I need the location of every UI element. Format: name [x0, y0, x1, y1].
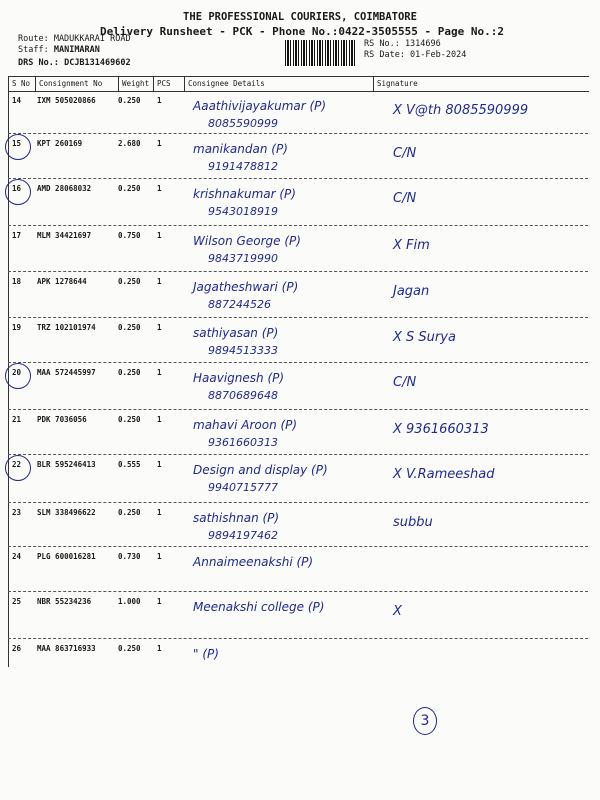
- table-row: [8, 457, 588, 500]
- consignee-phone: 887244526: [208, 298, 271, 311]
- pcs-cell: 1: [157, 96, 162, 105]
- consignee-phone: 9940715777: [208, 481, 278, 494]
- table-row: [8, 93, 588, 136]
- pcs-cell: 1: [157, 597, 162, 606]
- drs-label: DRS No.:: [18, 58, 59, 68]
- table-row: [8, 505, 588, 548]
- weight-cell: 1.000: [118, 597, 141, 606]
- table-row: [8, 549, 588, 592]
- consignment-cell: MLM 34421697: [37, 231, 92, 240]
- pcs-cell: 1: [157, 552, 162, 561]
- consignment-cell: BLR 595246413: [37, 460, 96, 469]
- table-row: [8, 274, 588, 317]
- weight-cell: 0.250: [118, 415, 141, 424]
- table-row: [8, 641, 588, 684]
- consignee-name: sathishnan (P): [193, 511, 280, 525]
- row-divider: [8, 362, 588, 363]
- weight-cell: 0.250: [118, 508, 141, 517]
- row-number-circle: [5, 134, 31, 160]
- signature: C/N: [393, 146, 417, 161]
- table-row: [8, 136, 588, 179]
- row-divider: [8, 178, 588, 179]
- consignment-cell: PLG 600016281: [37, 552, 96, 561]
- signature: C/N: [393, 375, 417, 390]
- rs-date: RS Date: 01-Feb-2024: [364, 50, 467, 60]
- consignee-phone: 9894513333: [208, 344, 278, 357]
- row-divider: [8, 133, 588, 134]
- consignment-cell: MAA 863716933: [37, 644, 96, 653]
- row-number-circle: [5, 455, 31, 481]
- table-row: [8, 181, 588, 224]
- row-divider: [8, 317, 588, 318]
- rs-number: RS No.: 1314696: [364, 39, 441, 49]
- weight-cell: 0.555: [118, 460, 141, 469]
- signature: Jagan: [393, 284, 430, 299]
- weight-cell: 0.750: [118, 231, 141, 240]
- pcs-cell: 1: [157, 460, 162, 469]
- consignee-name: Wilson George (P): [193, 234, 301, 248]
- row-divider: [8, 591, 588, 592]
- col-header-sno: S No: [12, 79, 31, 88]
- sno-cell: 25: [12, 597, 22, 606]
- row-divider: [8, 225, 588, 226]
- consignment-cell: IXM 505020866: [37, 96, 96, 105]
- weight-cell: 0.250: [118, 368, 141, 377]
- sno-cell: 21: [12, 415, 22, 424]
- route-label: Route: MADUKKARAI ROAD: [18, 34, 131, 44]
- consignee-phone: 9894197462: [208, 529, 278, 542]
- consignee-name: " (P): [193, 647, 219, 661]
- barcode: [285, 40, 357, 66]
- weight-cell: 0.250: [118, 184, 141, 193]
- signature: X S Surya: [393, 330, 456, 345]
- consignment-cell: SLM 338496622: [37, 508, 96, 517]
- sno-cell: 16: [12, 184, 22, 193]
- weight-cell: 0.250: [118, 323, 141, 332]
- sno-cell: 23: [12, 508, 22, 517]
- pcs-cell: 1: [157, 368, 162, 377]
- sno-cell: 22: [12, 460, 22, 469]
- signature: X V.Rameeshad: [393, 467, 495, 482]
- row-divider: [8, 454, 588, 455]
- row-number-circle: [5, 179, 31, 205]
- table-row: [8, 320, 588, 363]
- company-title: THE PROFESSIONAL COURIERS, COIMBATORE: [183, 11, 417, 23]
- drs-line: [18, 58, 131, 68]
- consignment-cell: KPT 260169: [37, 139, 83, 148]
- pcs-cell: 1: [157, 231, 162, 240]
- row-divider: [8, 271, 588, 272]
- row-divider: [8, 502, 588, 503]
- runsheet-title: Delivery Runsheet - PCK - Phone No.:0422-3505555 - Page No.:2: [100, 25, 504, 38]
- sno-cell: 20: [12, 368, 22, 377]
- sno-cell: 17: [12, 231, 22, 240]
- table-row: [8, 228, 588, 271]
- sno-cell: 15: [12, 139, 22, 148]
- staff-name: MANIMARAN: [53, 45, 100, 55]
- weight-cell: 0.250: [118, 644, 141, 653]
- weight-cell: 0.250: [118, 96, 141, 105]
- table-row: [8, 594, 588, 637]
- col-header-signature: Signature: [377, 79, 418, 88]
- signature: C/N: [393, 191, 417, 206]
- pcs-cell: 1: [157, 415, 162, 424]
- col-header-consignment: Consignment No: [39, 79, 103, 88]
- consignee-name: manikandan (P): [193, 142, 288, 156]
- sno-cell: 18: [12, 277, 22, 286]
- consignment-cell: MAA 572445997: [37, 368, 96, 377]
- signature: X 9361660313: [393, 422, 489, 437]
- weight-cell: 0.730: [118, 552, 141, 561]
- consignee-name: Meenakshi college (P): [193, 600, 325, 614]
- consignee-name: Aaathivijayakumar (P): [193, 99, 327, 113]
- consignee-name: krishnakumar (P): [193, 187, 296, 201]
- signature: X: [393, 604, 402, 619]
- sno-cell: 24: [12, 552, 22, 561]
- staff-line: [18, 45, 100, 55]
- signature: X V@th 8085590999: [393, 103, 529, 118]
- consignee-name: mahavi Aroon (P): [193, 418, 298, 432]
- pcs-cell: 1: [157, 644, 162, 653]
- signature: X Fim: [393, 238, 430, 253]
- consignee-phone: 8870689648: [208, 389, 278, 402]
- consignee-phone: 9843719990: [208, 252, 278, 265]
- consignee-phone: 9543018919: [208, 205, 278, 218]
- consignment-cell: AMD 28068032: [37, 184, 92, 193]
- consignee-name: Design and display (P): [193, 463, 328, 477]
- consignee-name: Haavignesh (P): [193, 371, 285, 385]
- sno-cell: 26: [12, 644, 22, 653]
- table-row: [8, 412, 588, 455]
- drs-number: DCJB131469602: [64, 58, 131, 68]
- consignment-cell: TRZ 102101974: [37, 323, 96, 332]
- consignee-name: sathiyasan (P): [193, 326, 279, 340]
- table-row: [8, 365, 588, 408]
- consignee-phone: 9191478812: [208, 160, 278, 173]
- consignment-cell: APK 1278644: [37, 277, 87, 286]
- pcs-cell: 1: [157, 277, 162, 286]
- col-header-weight: Weight: [122, 79, 150, 88]
- row-number-circle: [5, 363, 31, 389]
- sno-cell: 19: [12, 323, 22, 332]
- consignee-phone: 8085590999: [208, 117, 278, 130]
- page-mark-circle: 3: [413, 707, 437, 735]
- pcs-cell: 1: [157, 323, 162, 332]
- staff-label: Staff:: [18, 45, 49, 55]
- weight-cell: 0.250: [118, 277, 141, 286]
- pcs-cell: 1: [157, 139, 162, 148]
- signature: subbu: [393, 515, 433, 530]
- sno-cell: 14: [12, 96, 22, 105]
- consignment-cell: NBR 55234236: [37, 597, 92, 606]
- row-divider: [8, 638, 588, 639]
- pcs-cell: 1: [157, 184, 162, 193]
- row-divider: [8, 409, 588, 410]
- consignment-cell: PDK 7036056: [37, 415, 87, 424]
- row-divider: [8, 546, 588, 547]
- pcs-cell: 1: [157, 508, 162, 517]
- weight-cell: 2.680: [118, 139, 141, 148]
- consignee-name: Annaimeenakshi (P): [193, 555, 314, 569]
- col-header-pcs: PCS: [157, 79, 171, 88]
- consignee-name: Jagatheshwari (P): [193, 280, 299, 294]
- col-header-consignee: Consignee Details: [188, 79, 265, 88]
- consignee-phone: 9361660313: [208, 436, 278, 449]
